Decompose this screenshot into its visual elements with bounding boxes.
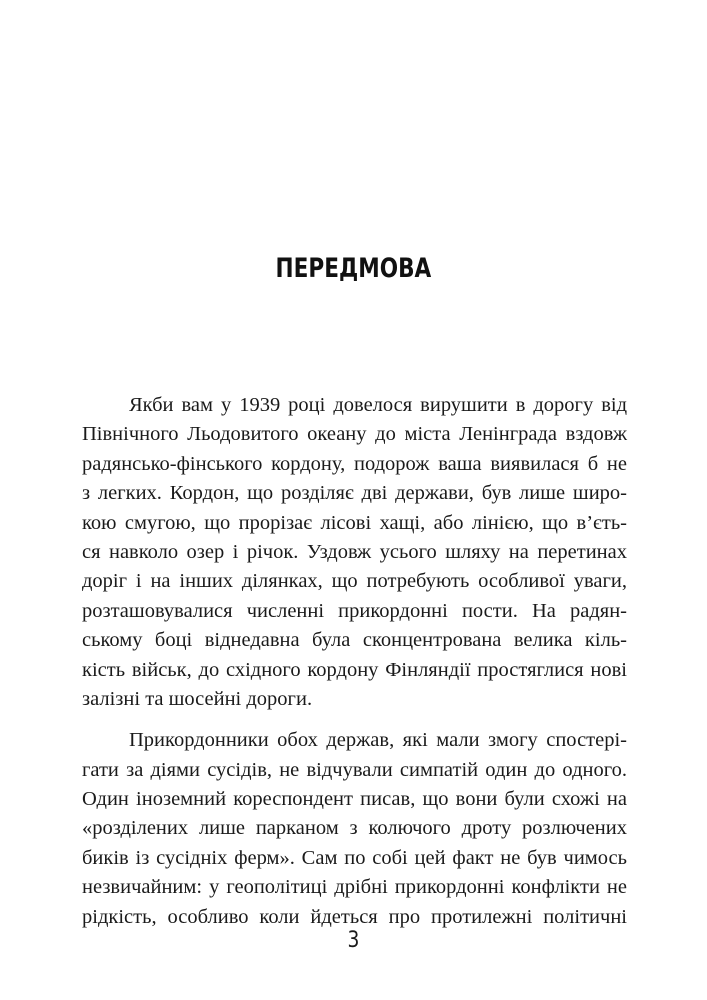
text-line: Якби вам у 1939 році довелося вирушити в дорогу від: [129, 394, 627, 416]
text-line: радянсько-фінського кордону, подорож ваша виявилася б не: [82, 452, 627, 475]
page-number: 3: [347, 928, 360, 953]
chapter-title: ПЕРЕДМОВА: [275, 253, 432, 284]
text-line: биків із сусідніх ферм». Сам по собі цей факт не був чимось: [82, 846, 627, 869]
text-line: «розділених лише парканом з колючого дроту розлючених: [82, 817, 627, 840]
text-line: кість військ, до східного кордону Фінляндії простяглися нові: [82, 658, 627, 681]
text-line: гати за діями сусідів, не відчували симпатій один до одного.: [82, 758, 627, 781]
text-line: ся навколо озер і річок. Уздовж усього шляху на перетинах: [82, 540, 627, 563]
text-line: Один іноземний кореспондент писав, що вони були схожі на: [82, 788, 627, 811]
paragraph-1: [82, 391, 627, 714]
text-line: розташовувалися численні прикордонні пости. На радян-: [82, 599, 627, 622]
text-line: Північного Льодовитого океану до міста Ленінграда вздовж: [82, 423, 627, 446]
paragraph-2: [82, 726, 627, 932]
text-line: Прикордонники обох держав, які мали змогу спостері-: [129, 729, 627, 752]
body-text: [82, 391, 627, 944]
text-line: з легких. Кордон, що розділяє дві держави, був лише широ-: [82, 482, 627, 505]
text-line: залізні та шосейні дороги.: [82, 687, 313, 710]
text-line: кою смугою, що прорізає лісові хащі, або лінією, що в’єть-: [82, 511, 627, 534]
text-line: ському боці віднедавна була сконцентрована велика кіль-: [82, 629, 627, 652]
text-line: рідкість, особливо коли йдеться про протилежні політичні: [82, 905, 627, 928]
text-line: незвичайним: у геополітиці дрібні прикордонні конфлікти не: [82, 876, 627, 899]
text-line: доріг і на інших ділянках, що потребують особливої уваги,: [82, 570, 627, 593]
